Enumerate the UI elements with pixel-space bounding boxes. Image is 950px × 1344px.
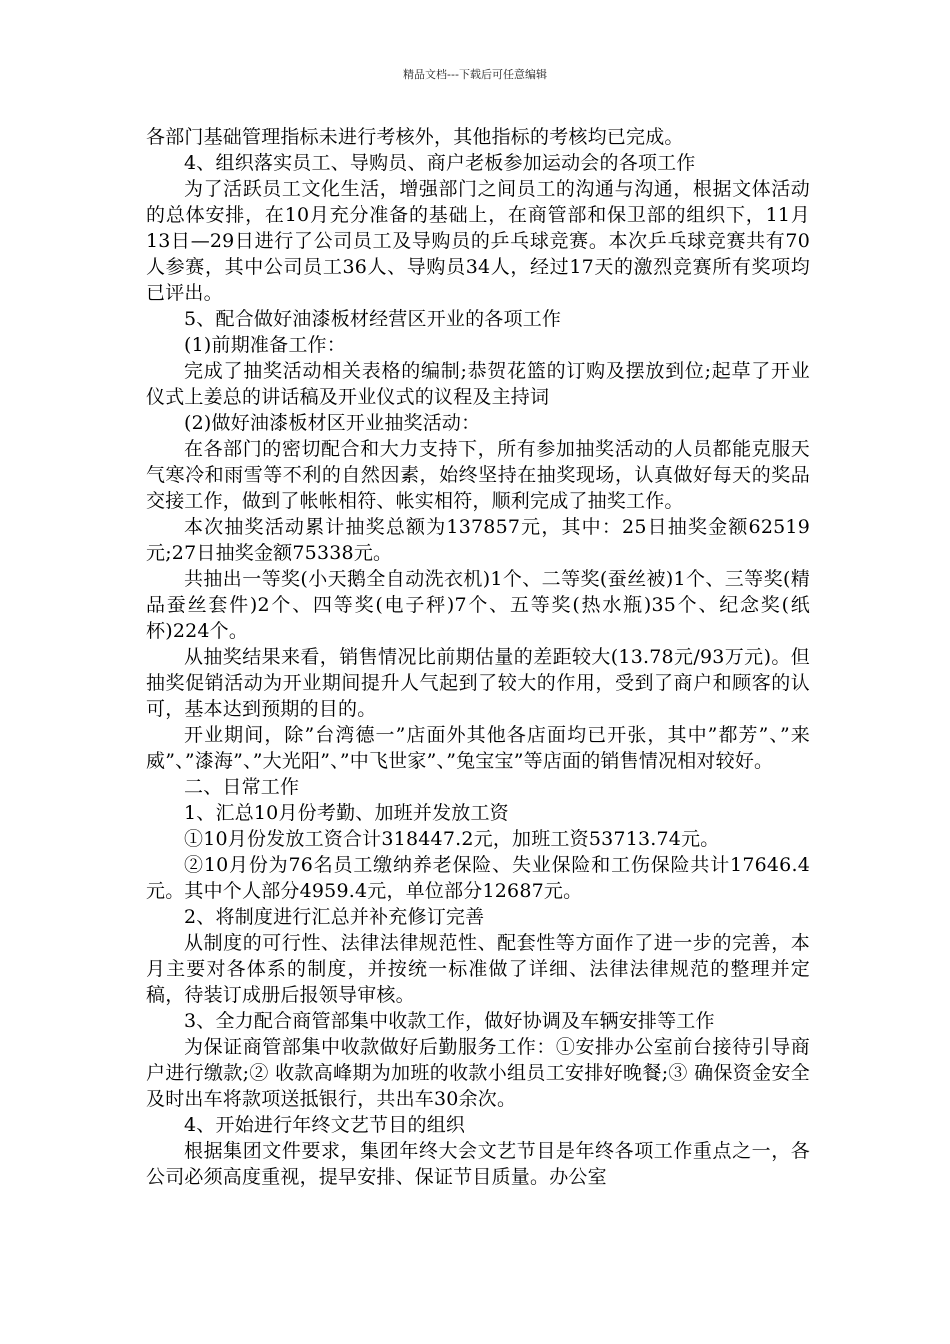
paragraph: 开业期间，除”台湾德一”店面外其他各店面均已开张，其中”都芳”、”来威”、”漆海”、”大光阳”、”中飞世家”、”兔宝宝”等店面的销售情况相对较好。: [146, 724, 810, 772]
document-body: [146, 124, 810, 1190]
paragraph: 为保证商管部集中收款做好后勤服务工作：①安排办公室前台接待引导商户进行缴款;② 收款高峰期为加班的收款小组员工安排好晚餐;③ 确保资金安全及时出车将款项送抵银行，共出车30余次。: [146, 1036, 810, 1110]
paragraph: 从抽奖结果来看，销售情况比前期估量的差距较大(13.78元/93万元)。但抽奖促销活动为开业期间提升人气起到了较大的作用，受到了商户和顾客的认可，基本达到预期的目的。: [146, 646, 810, 720]
paragraph: 为了活跃员工文化生活，增强部门之间员工的沟通与沟通，根据文体活动的总体安排，在10月充分准备的基础上，在商管部和保卫部的组织下，11月13日—29日进行了公司员工及导购员的乒乓球竞赛。本次乒乓球竞赛共有70人参赛，其中公司员工36人、导购员34人，经过17天的激烈竞赛所有奖项均已评出。: [146, 178, 810, 304]
section-heading: 4、开始进行年终文艺节目的组织: [184, 1114, 466, 1136]
subsection-heading: (2)做好油漆板材区开业抽奖活动：: [184, 412, 481, 434]
section-heading: 3、全力配合商管部集中收款工作，做好协调及车辆安排等工作: [184, 1010, 715, 1032]
subsection-heading: (1)前期准备工作：: [184, 334, 346, 356]
paragraph: 在各部门的密切配合和大力支持下，所有参加抽奖活动的人员都能克服天气寒冷和雨雪等不利的自然因素，始终坚持在抽奖现场，认真做好每天的奖品交接工作，做到了帐帐相符、帐实相符，顺利完成了抽奖工作。: [146, 438, 810, 512]
paragraph: 共抽出一等奖(小天鹅全自动洗衣机)1个、二等奖(蚕丝被)1个、三等奖(精品蚕丝套件)2个、四等奖(电子秤)7个、五等奖(热水瓶)35个、纪念奖(纸杯)224个。: [146, 568, 810, 642]
paragraph: 根据集团文件要求，集团年终大会文艺节目是年终各项工作重点之一，各公司必须高度重视，提早安排、保证节目质量。办公室: [146, 1140, 810, 1188]
section-heading: 1、汇总10月份考勤、加班并发放工资: [184, 802, 509, 824]
paragraph: 各部门基础管理指标未进行考核外，其他指标的考核均已完成。: [146, 126, 684, 148]
paragraph: ②10月份为76名员工缴纳养老保险、失业保险和工伤保险共计17646.4元。其中个人部分4959.4元，单位部分12687元。: [146, 854, 810, 902]
paragraph: 本次抽奖活动累计抽奖总额为137857元，其中：25日抽奖金额62519元;27日抽奖金额75338元。: [146, 516, 810, 564]
paragraph: 完成了抽奖活动相关表格的编制;恭贺花篮的订购及摆放到位;起草了开业仪式上姜总的讲话稿及开业仪式的议程及主持词: [146, 360, 810, 408]
section-heading: 5、配合做好油漆板材经营区开业的各项工作: [184, 308, 562, 330]
page-header: 精品文档---下载后可任意编辑: [403, 68, 547, 81]
section-heading: 二、日常工作: [184, 776, 300, 798]
section-heading: 2、将制度进行汇总并补充修订完善: [184, 906, 485, 928]
section-heading: 4、组织落实员工、导购员、商户老板参加运动会的各项工作: [184, 152, 696, 174]
paragraph: ①10月份发放工资合计318447.2元，加班工资53713.74元。: [184, 828, 720, 850]
paragraph: 从制度的可行性、法律法律规范性、配套性等方面作了进一步的完善，本月主要对各体系的制度，并按统一标准做了详细、法律法律规范的整理并定稿，待装订成册后报领导审核。: [146, 932, 810, 1006]
